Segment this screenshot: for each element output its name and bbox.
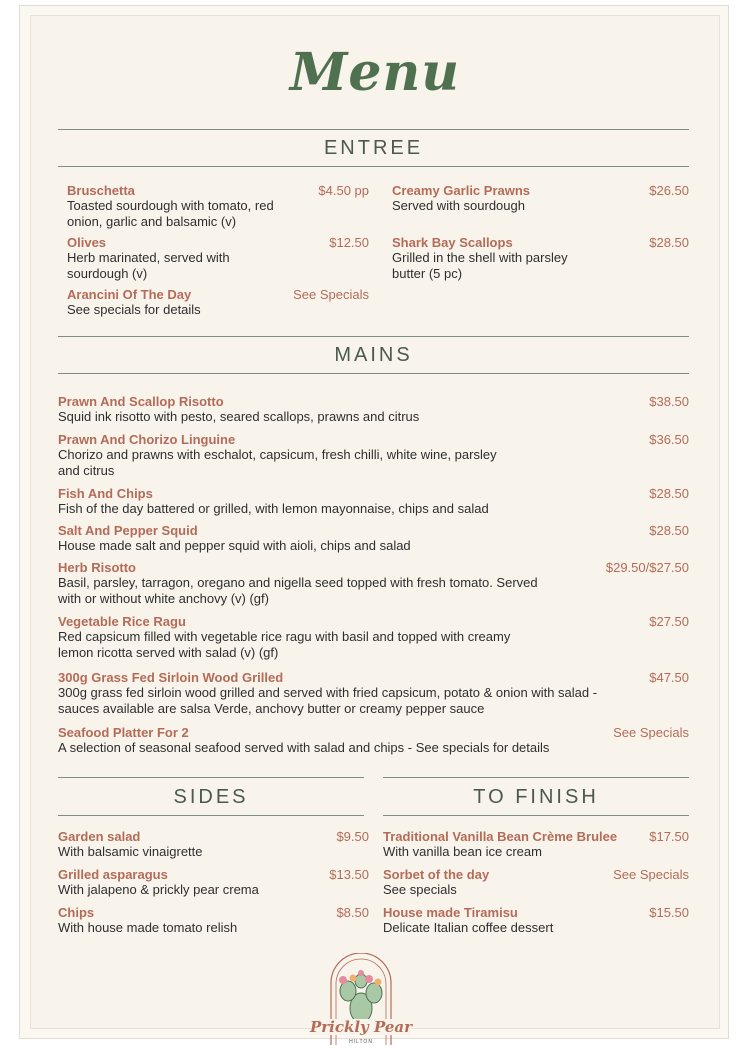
item-price: See Specials [613,725,689,740]
item-description: Squid ink risotto with pesto, seared scallops, prawns and citrus [58,409,420,424]
divider [58,129,689,130]
item-price: $38.50 [649,394,689,409]
item-name: House made Tiramisu [383,905,518,920]
menu-item [67,235,369,282]
menu-title: Menu [289,42,461,103]
item-name: Fish And Chips [58,486,153,501]
menu-item [383,867,689,898]
logo-subtitle: HILTON [349,1039,373,1045]
item-description: See specials for details [67,302,201,317]
item-name: 300g Grass Fed Sirloin Wood Grilled [58,670,284,685]
item-name: Creamy Garlic Prawns [392,183,531,198]
item-price: $15.50 [649,905,689,920]
item-name: Grilled asparagus [58,867,168,882]
prickly-pear-logo [306,953,416,1053]
divider [383,815,689,816]
menu-item [58,523,689,554]
menu-item [58,905,369,936]
cactus-icon [339,970,382,1023]
item-price: $12.50 [329,235,369,250]
menu-item [58,725,689,756]
item-description: With house made tomato relish [58,920,238,935]
item-price: $28.50 [649,523,689,538]
item-price: $28.50 [649,235,689,250]
menu-item [58,670,689,717]
item-name: Prawn And Scallop Risotto [58,394,224,409]
item-description: Fish of the day battered or grilled, with lemon mayonnaise, chips and salad [58,501,489,516]
menu-item [58,867,369,898]
menu-item [392,183,689,214]
menu-item [58,614,689,661]
item-price: $13.50 [329,867,369,882]
item-price: See Specials [613,867,689,882]
item-name: Arancini Of The Day [67,287,192,302]
item-description: With balsamic vinaigrette [58,844,203,859]
menu-item [58,432,689,479]
item-price: $29.50/$27.50 [605,560,689,575]
item-description: House made salt and pepper squid with aioli, chips and salad [58,538,411,553]
item-description: With vanilla bean ice cream [383,844,542,859]
menu-item [383,829,689,860]
divider [383,777,689,778]
divider [58,815,364,816]
item-description: Chorizo and prawns with eschalot, capsicum, fresh chilli, white wine, parsley and citrus [58,447,497,478]
menu-item [383,905,689,936]
item-price: $9.50 [336,829,369,844]
menu-item [67,287,369,318]
menu-item [58,486,689,517]
item-price: $26.50 [649,183,689,198]
item-name: Seafood Platter For 2 [58,725,189,740]
item-price: $36.50 [649,432,689,447]
item-name: Olives [67,235,107,250]
item-description: 300g grass fed sirloin wood grilled and served with fried capsicum, potato & onion with salad - sauces available are salsa Verde, anchovy butter or creamy pepper sauce [58,685,598,716]
menu-item [58,394,689,425]
item-name: Chips [58,905,95,920]
item-name: Vegetable Rice Ragu [58,614,186,629]
item-description: Toasted sourdough with tomato, red onion, garlic and balsamic (v) [67,198,274,229]
item-name: Garden salad [58,829,141,844]
divider [58,777,364,778]
divider [58,166,689,167]
item-name: Herb Risotto [58,560,136,575]
item-description: Served with sourdough [392,198,525,213]
divider [58,336,689,337]
item-description: Red capsicum filled with vegetable rice ragu with basil and topped with creamy lemon ricotta served with salad (v) (gf) [58,629,511,660]
item-name: Shark Bay Scallops [392,235,513,250]
section-title-finish: TO FINISH [473,786,599,808]
menu-item [392,235,689,282]
item-price: $17.50 [649,829,689,844]
section-title-mains: MAINS [334,344,413,366]
item-description: Delicate Italian coffee dessert [383,920,554,935]
item-description: Herb marinated, served with sourdough (v) [67,250,230,281]
item-description: Basil, parsley, tarragon, oregano and nigella seed topped with fresh tomato. Served with or without white anchovy (v) (gf) [58,575,538,606]
item-price: $4.50 pp [318,183,369,198]
menu-item [58,560,689,607]
section-title-entree: ENTREE [323,137,424,159]
item-price: $28.50 [649,486,689,501]
menu-item [58,829,369,860]
item-price: $8.50 [336,905,369,920]
item-description: See specials [383,882,457,897]
item-name: Prawn And Chorizo Linguine [58,432,236,447]
item-name: Sorbet of the day [383,867,490,882]
item-price: $47.50 [649,670,689,685]
item-description: With jalapeno & prickly pear crema [58,882,259,897]
item-name: Salt And Pepper Squid [58,523,198,538]
menu-item [67,183,369,230]
divider [58,373,689,374]
item-name: Bruschetta [67,183,135,198]
logo-name: Prickly Pear [309,1018,413,1036]
item-price: See Specials [293,287,369,302]
item-description: Grilled in the shell with parsley butter (5 pc) [392,250,568,281]
section-title-sides: SIDES [173,786,249,808]
item-name: Traditional Vanilla Bean Crème Brulee [383,829,618,844]
item-price: $27.50 [649,614,689,629]
item-description: A selection of seasonal seafood served with salad and chips - See specials for details [58,740,550,755]
